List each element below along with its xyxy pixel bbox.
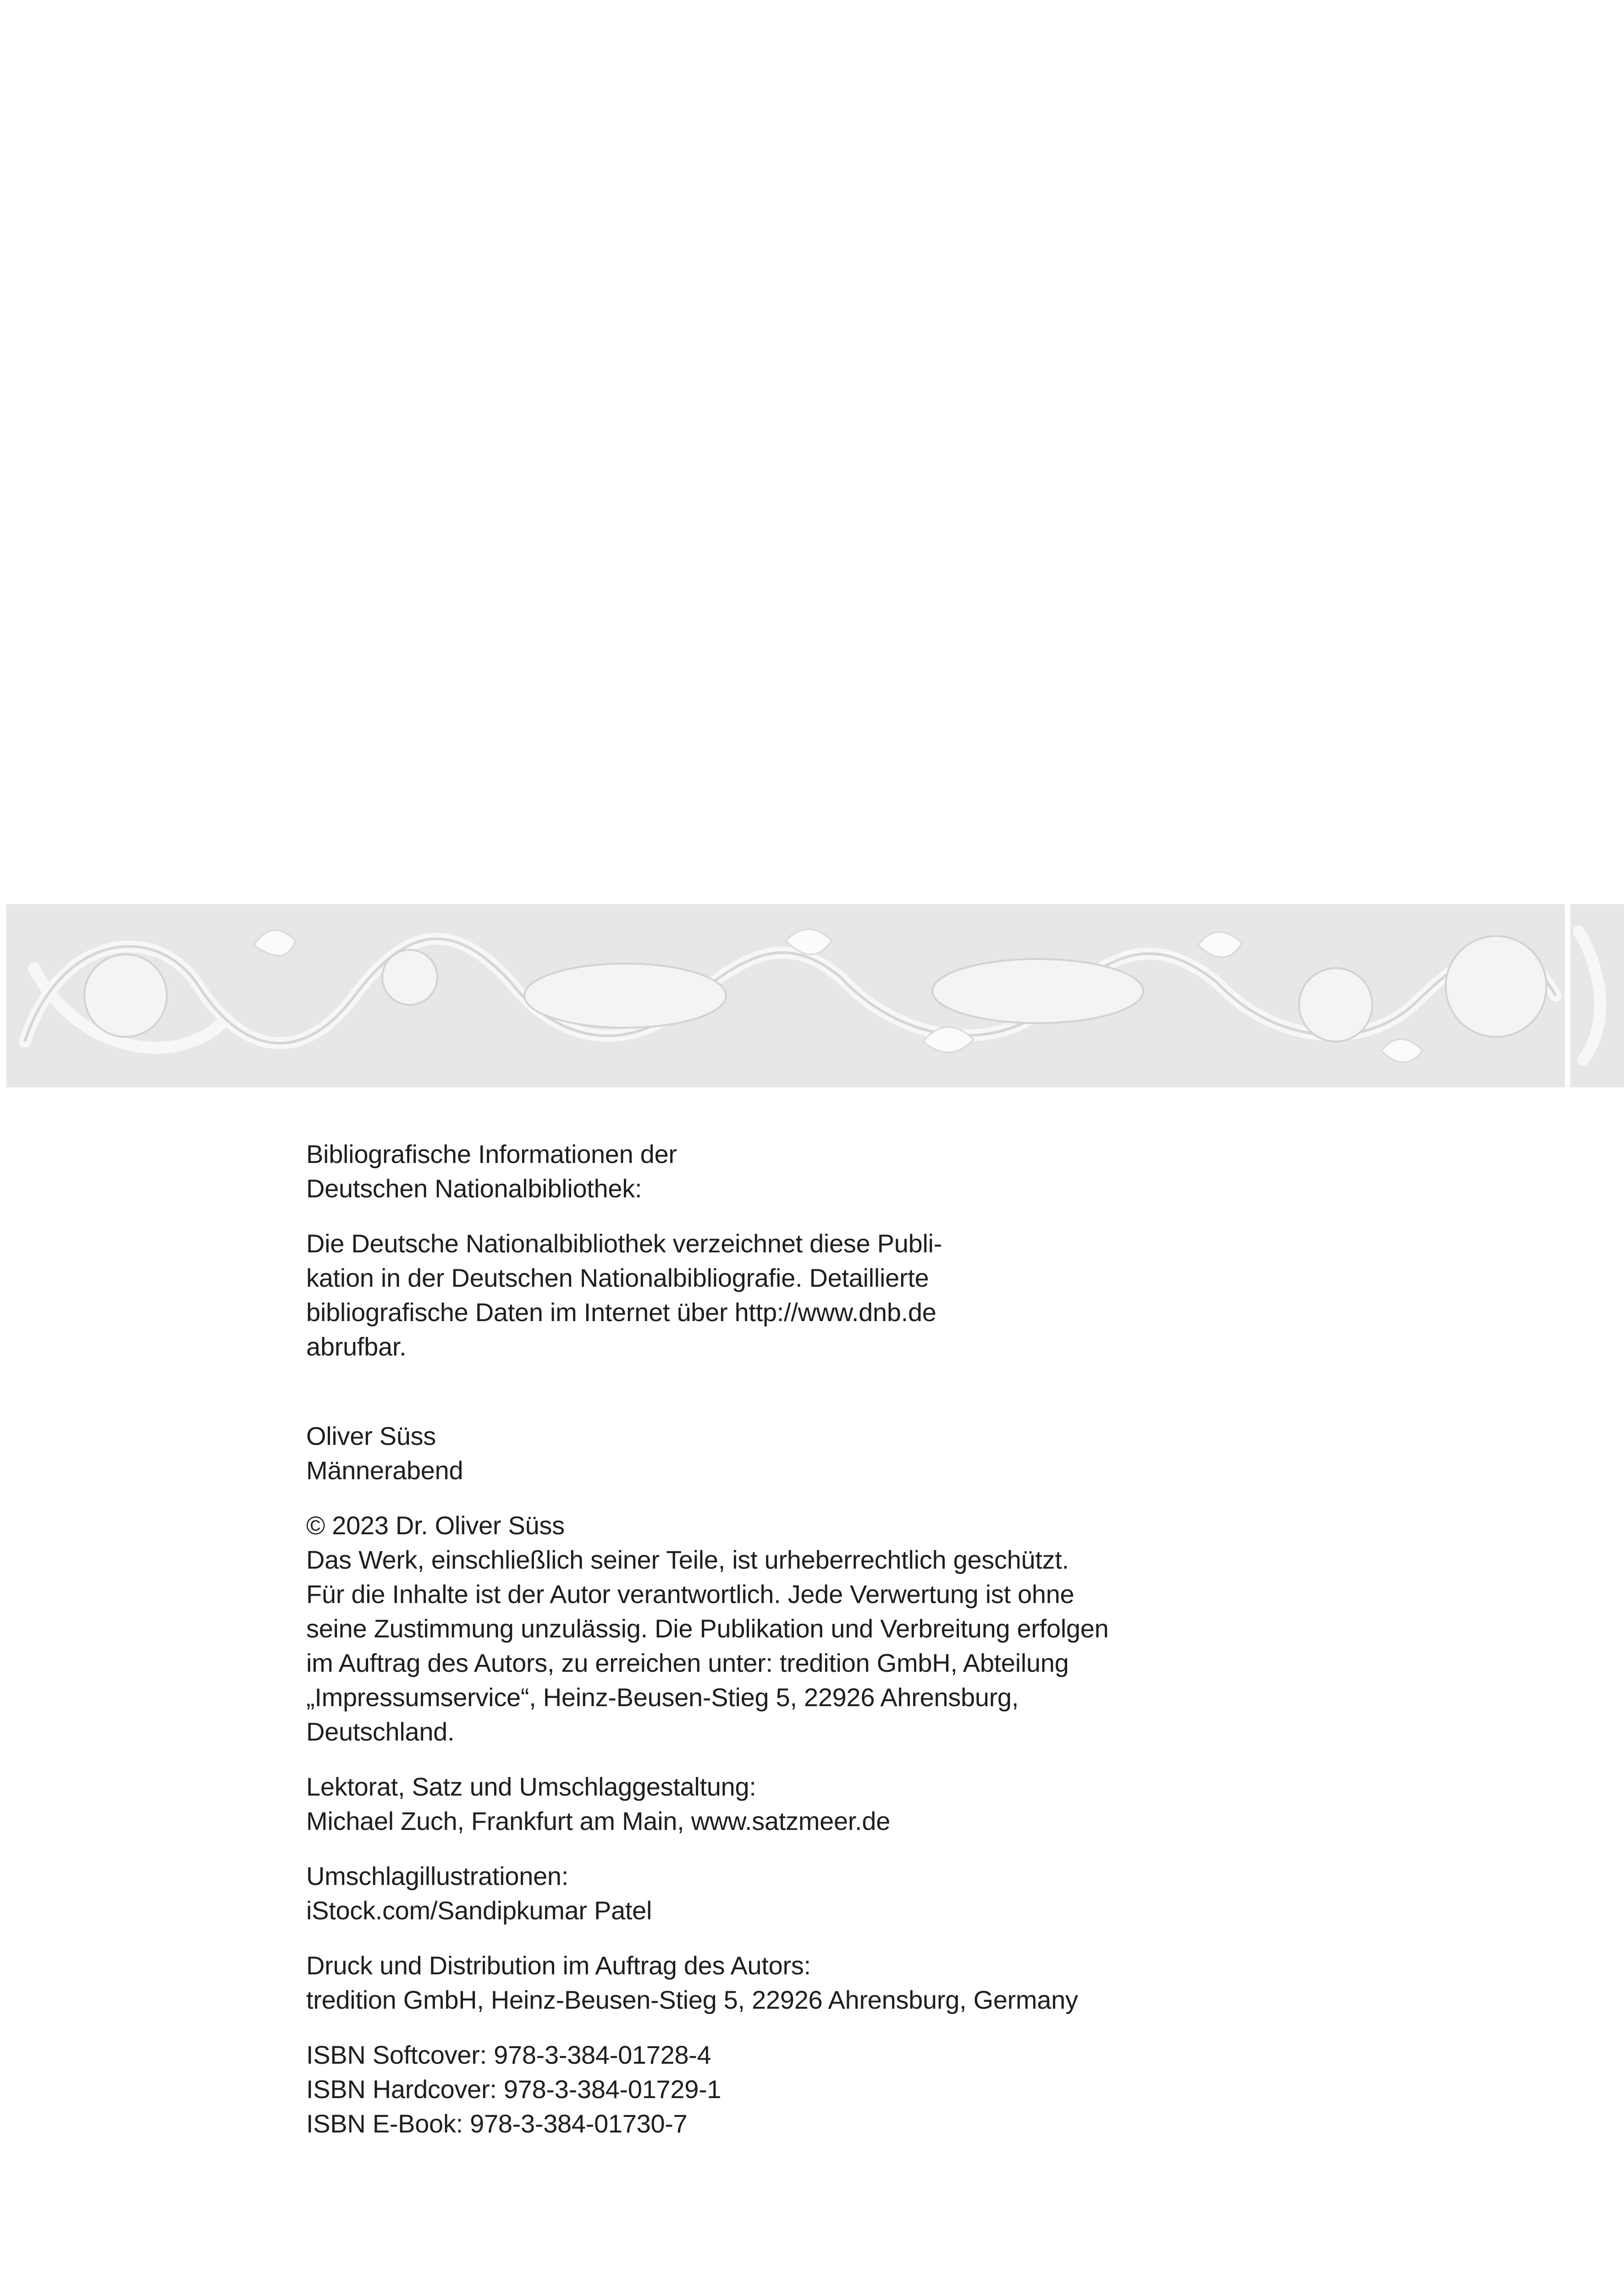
printing-label: Druck und Distribution im Auftrag des Autors: bbox=[306, 1951, 811, 1980]
copyright-line: Für die Inhalte ist der Autor verantwortlich. Jede Verwertung ist ohne bbox=[306, 1580, 1074, 1609]
bibliographic-body-line: bibliografische Daten im Internet über http://www.dnb.de bbox=[306, 1298, 936, 1327]
cover-illustration-label: Umschlagillustrationen: bbox=[306, 1862, 569, 1890]
ornament-scroll-icon bbox=[6, 904, 1624, 1087]
copyright-line: seine Zustimmung unzulässig. Die Publikation und Verbreitung erfolgen bbox=[306, 1614, 1109, 1643]
isbn-hardcover: ISBN Hardcover: 978-3-384-01729-1 bbox=[306, 2075, 721, 2104]
printing-value: tredition GmbH, Heinz-Beusen-Stieg 5, 22926 Ahrensburg, Germany bbox=[306, 1985, 1078, 2014]
book-title: Männerabend bbox=[306, 1456, 463, 1485]
bibliographic-body-line: Die Deutsche Nationalbibliothek verzeichnet diese Publi- bbox=[306, 1229, 942, 1258]
copyright-line: Deutschland. bbox=[306, 1717, 455, 1746]
cover-illustration-value: iStock.com/Sandipkumar Patel bbox=[306, 1896, 652, 1925]
bibliographic-body-line: kation in der Deutschen Nationalbibliografie. Detaillierte bbox=[306, 1263, 929, 1292]
copyright-line: „Impressumservice“, Heinz-Beusen-Stieg 5, 22926 Ahrensburg, bbox=[306, 1683, 1019, 1712]
isbn-list bbox=[306, 2038, 1498, 2141]
bibliographic-heading-line: Bibliografische Informationen der bbox=[306, 1140, 677, 1168]
copyright-line: Das Werk, einschließlich seiner Teile, ist urheberrechtlich geschützt. bbox=[306, 1545, 1069, 1574]
copyright-line: © 2023 Dr. Oliver Süss bbox=[306, 1511, 565, 1540]
bibliographic-body-line: abrufbar. bbox=[306, 1332, 407, 1361]
book-info bbox=[306, 1419, 1498, 1488]
bibliographic-heading bbox=[306, 1137, 1498, 1206]
cover-illustration-credit bbox=[306, 1859, 1498, 1928]
editing-value: Michael Zuch, Frankfurt am Main, www.satzmeer.de bbox=[306, 1807, 891, 1835]
decorative-ornament-band bbox=[6, 904, 1624, 1087]
isbn-ebook: ISBN E-Book: 978-3-384-01730-7 bbox=[306, 2109, 688, 2138]
bibliographic-body bbox=[306, 1226, 1498, 1364]
isbn-softcover: ISBN Softcover: 978-3-384-01728-4 bbox=[306, 2040, 711, 2069]
editing-credit bbox=[306, 1769, 1498, 1838]
copyright-notice bbox=[306, 1508, 1498, 1749]
printing-credit bbox=[306, 1948, 1498, 2017]
imprint-text bbox=[306, 1137, 1498, 2141]
bibliographic-heading-line: Deutschen Nationalbibliothek: bbox=[306, 1174, 642, 1203]
book-author: Oliver Süss bbox=[306, 1421, 436, 1450]
copyright-line: im Auftrag des Autors, zu erreichen unter: tredition GmbH, Abteilung bbox=[306, 1648, 1069, 1677]
editing-label: Lektorat, Satz und Umschlaggestaltung: bbox=[306, 1772, 756, 1801]
